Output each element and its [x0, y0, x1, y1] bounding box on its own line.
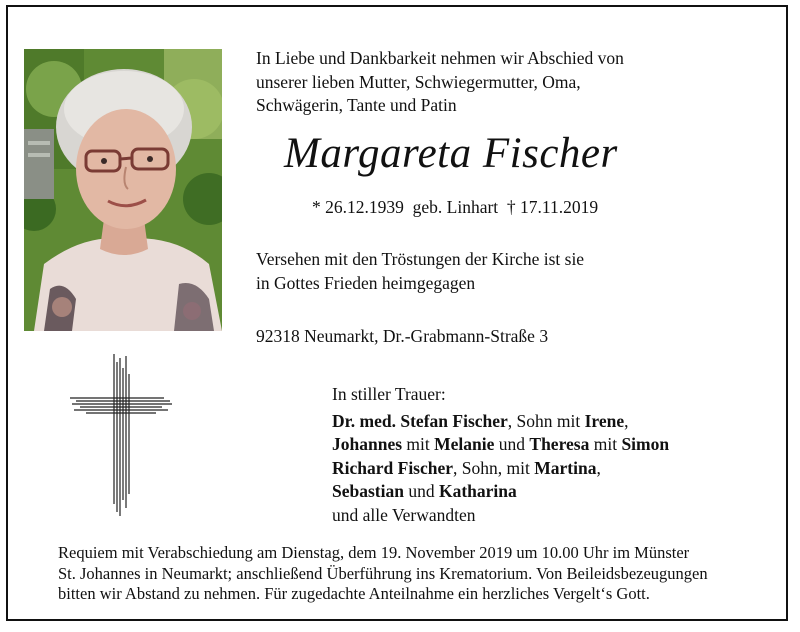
intro-line: unserer lieben Mutter, Schwiegermutter, Oma, [256, 71, 581, 92]
mourner-text: mit [589, 434, 622, 454]
closing-line: bitten wir Abstand zu nehmen. Für zugedachte Anteilnahme ein herzliches Vergelt‘s Gott. [58, 584, 650, 603]
comfort-text [256, 248, 584, 295]
mourner-line: und alle Verwandten [332, 504, 476, 525]
mourner-line [332, 457, 669, 481]
portrait-photo [24, 49, 222, 331]
comfort-line: in Gottes Frieden heimgegagen [256, 272, 476, 293]
mourner-text: , Sohn, mit [453, 457, 535, 478]
mourner-line [332, 480, 669, 504]
closing-text [58, 543, 778, 605]
mourner-name: Katharina [438, 481, 517, 501]
mourner-name: Dr. med. Stefan Fischer [332, 410, 508, 431]
intro-line: In Liebe und Dankbarkeit nehmen wir Abschied von [256, 48, 624, 68]
intro-line: Schwägerin, Tante und Patin [256, 95, 457, 115]
mourner-name: Johannes [332, 434, 403, 454]
mourner-name: Martina [534, 457, 597, 478]
obituary-notice [6, 5, 788, 621]
mourners-block [332, 383, 669, 527]
address: 92318 Neumarkt, Dr.-Grabmann-Straße 3 [256, 326, 549, 346]
intro-text [256, 47, 756, 118]
mourner-name: Theresa [529, 434, 590, 454]
closing-line: Requiem mit Verabschiedung am Dienstag, dem 19. November 2019 um 10.00 Uhr im Münster [58, 543, 690, 562]
mourner-text: und [494, 434, 530, 454]
mourner-text: , Sohn mit [507, 410, 585, 431]
mourner-name: Sebastian [332, 481, 404, 501]
mourning-title: In stiller Trauer: [332, 384, 446, 404]
comfort-line: Versehen mit den Tröstungen der Kirche ist sie [256, 249, 585, 269]
mourner-line [332, 410, 669, 434]
mourner-name: Irene [584, 410, 625, 431]
life-dates: * 26.12.1939 geb. Linhart † 17.11.2019 [312, 197, 599, 217]
mourner-name: Richard Fischer [332, 457, 454, 478]
mourner-name: Simon [621, 434, 670, 454]
mourner-text: und [403, 481, 439, 501]
deceased-name: Margareta Fischer [284, 130, 618, 177]
closing-line: St. Johannes in Neumarkt; anschließend Überführung ins Krematorium. Von Beileidsbezeugungen [58, 563, 708, 583]
mourner-text: , [624, 410, 629, 431]
mourner-name: Melanie [434, 434, 495, 454]
mourner-text: , [596, 457, 601, 478]
mourner-line [332, 433, 669, 457]
mourner-text: mit [402, 434, 435, 454]
cross-icon [70, 354, 172, 516]
